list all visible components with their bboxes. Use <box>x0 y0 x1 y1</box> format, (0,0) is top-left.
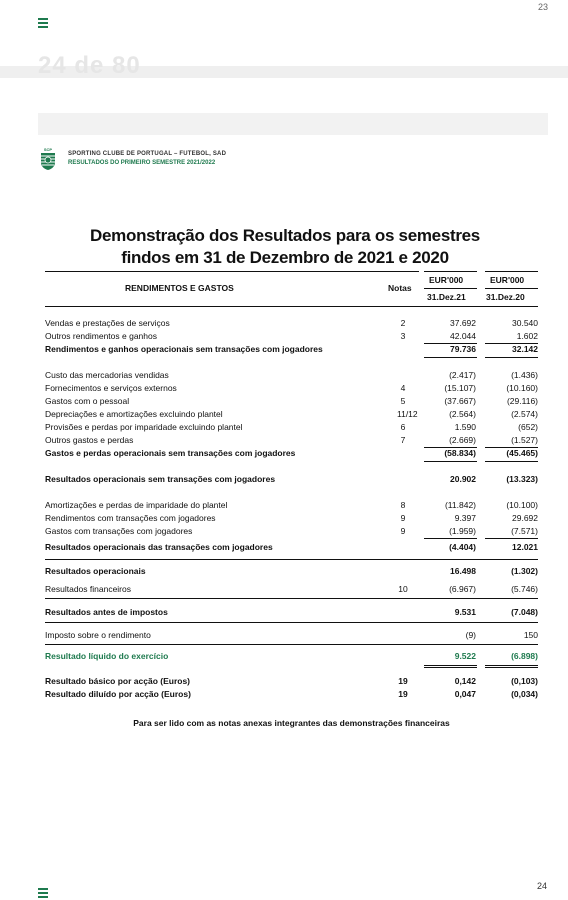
table-row <box>45 526 538 538</box>
row-value-2020: (10.100) <box>506 500 538 510</box>
eps-row <box>45 676 538 688</box>
row-value-2021: (4.404) <box>449 542 476 552</box>
total-rule <box>485 665 538 666</box>
menu-icon-bottom[interactable] <box>38 888 48 900</box>
top-page-number: 23 <box>537 2 548 12</box>
row-label: Outros gastos e perdas <box>45 435 134 445</box>
header-rule-bottom <box>45 306 538 307</box>
row-label: Gastos com transações com jogadores <box>45 526 193 536</box>
sporting-crest-icon <box>38 147 58 171</box>
header-rule-col2 <box>485 271 538 272</box>
statement-title <box>40 225 530 269</box>
row-label: Fornecimentos e serviços externos <box>45 383 177 393</box>
row-value-2021: (2.417) <box>449 370 476 380</box>
subtotal-row <box>45 448 538 460</box>
table-row <box>45 422 538 434</box>
unit-rule-col1 <box>424 288 477 289</box>
ghost-page-indicator: 24 de 80 <box>38 52 141 79</box>
company-name: SPORTING CLUBE DE PORTUGAL – FUTEBOL, SAD <box>68 151 227 157</box>
title-line-1: Demonstração dos Resultados para os semestres <box>90 226 480 245</box>
row-value-2020: 12.021 <box>512 542 538 552</box>
row-label: Resultados operacionais sem transações com jogadores <box>45 474 276 484</box>
document-header <box>38 147 226 171</box>
row-value-2021: 9.522 <box>454 651 476 661</box>
subtotal-row <box>45 607 538 619</box>
row-value-2020: (2.574) <box>511 409 538 419</box>
row-label: Provisões e perdas por imparidade excluindo plantel <box>45 422 243 432</box>
subtotal-row <box>45 566 538 578</box>
row-label: Custo das mercadorias vendidas <box>45 370 169 380</box>
table-row <box>45 513 538 525</box>
col-header-notes: Notas <box>388 283 412 293</box>
col2-unit: EUR'000 <box>490 275 525 285</box>
row-note: 10 <box>398 584 408 594</box>
row-value-2021: 0,142 <box>454 676 476 686</box>
subtotal-rule <box>485 461 538 462</box>
row-value-2021: (37.667) <box>444 396 476 406</box>
page-top-band <box>38 113 548 135</box>
row-value-2020: (13.323) <box>506 474 538 484</box>
total-rule <box>424 667 477 668</box>
row-label: Outros rendimentos e ganhos <box>45 331 157 341</box>
row-note: 19 <box>398 689 408 699</box>
table-row <box>45 318 538 330</box>
row-value-2020: (7.571) <box>511 526 538 536</box>
header-rule-left <box>45 271 419 272</box>
col-header-label: RENDIMENTOS E GASTOS <box>125 283 234 293</box>
row-value-2021: (6.967) <box>449 584 476 594</box>
table-row <box>45 409 538 421</box>
row-label: Amortizações e perdas de imparidade do plantel <box>45 500 228 510</box>
row-value-2021: (15.107) <box>444 383 476 393</box>
row-label: Depreciações e amortizações excluindo plantel <box>45 409 223 419</box>
row-note: 5 <box>400 396 406 406</box>
row-value-2020: 30.540 <box>512 318 538 328</box>
row-value-2020: (652) <box>518 422 538 432</box>
row-value-2020: (45.465) <box>506 448 538 458</box>
net-result-row <box>45 651 538 663</box>
row-value-2020: (5.746) <box>511 584 538 594</box>
row-value-2021: (1.959) <box>449 526 476 536</box>
total-rule <box>424 665 477 666</box>
row-value-2020: 150 <box>523 630 538 640</box>
table-row <box>45 370 538 382</box>
table-row <box>45 500 538 512</box>
row-label: Imposto sobre o rendimento <box>45 630 151 640</box>
section-rule <box>45 644 538 645</box>
section-rule <box>45 622 538 623</box>
row-value-2021: 1.590 <box>454 422 476 432</box>
row-value-2021: 9.531 <box>454 607 476 617</box>
row-value-2020: (10.160) <box>506 383 538 393</box>
row-value-2021: 20.902 <box>450 474 476 484</box>
row-value-2020: 32.142 <box>512 344 538 354</box>
subtotal-rule <box>485 538 538 539</box>
row-value-2020: (0,103) <box>511 676 538 686</box>
subtotal-rule <box>424 461 477 462</box>
row-value-2021: 9.397 <box>454 513 476 523</box>
table-row <box>45 630 538 642</box>
row-value-2021: (2.669) <box>449 435 476 445</box>
eps-row <box>45 689 538 701</box>
row-value-2020: (1.436) <box>511 370 538 380</box>
row-value-2021: 16.498 <box>450 566 476 576</box>
total-rule <box>485 667 538 668</box>
row-label: Rendimentos com transações com jogadores <box>45 513 216 523</box>
row-value-2021: 37.692 <box>450 318 476 328</box>
row-value-2021: (58.834) <box>444 448 476 458</box>
table-row <box>45 584 538 596</box>
row-value-2020: 1.602 <box>516 331 538 341</box>
subtotal-rule <box>424 357 477 358</box>
row-value-2020: (1.302) <box>511 566 538 576</box>
row-note: 4 <box>400 383 406 393</box>
row-value-2020: (0,034) <box>511 689 538 699</box>
row-note: 11/12 <box>397 409 418 419</box>
row-value-2021: 79.736 <box>450 344 476 354</box>
row-label: Resultado líquido do exercício <box>45 651 169 661</box>
row-value-2020: (29.116) <box>506 396 538 406</box>
row-value-2021: 42.044 <box>450 331 476 341</box>
row-value-2020: (6.898) <box>511 651 538 661</box>
row-note: 2 <box>400 318 406 328</box>
row-label: Resultados operacionais das transações com jogadores <box>45 542 273 552</box>
row-value-2021: (9) <box>465 630 476 640</box>
row-value-2020: (7.048) <box>511 607 538 617</box>
subtotal-row <box>45 542 538 554</box>
row-note: 9 <box>400 513 406 523</box>
header-rule-col1 <box>424 271 477 272</box>
col1-unit: EUR'000 <box>429 275 464 285</box>
table-row <box>45 331 538 343</box>
row-label: Rendimentos e ganhos operacionais sem transações com jogadores <box>45 344 323 354</box>
table-row <box>45 396 538 408</box>
row-note: 8 <box>400 500 406 510</box>
subtotal-rule <box>485 357 538 358</box>
row-label: Gastos e perdas operacionais sem transações com jogadores <box>45 448 296 458</box>
row-value-2021: (11.842) <box>444 500 476 510</box>
row-note: 9 <box>400 526 406 536</box>
row-label: Vendas e prestações de serviços <box>45 318 170 328</box>
title-line-2: findos em 31 de Dezembro de 2021 e 2020 <box>121 248 449 267</box>
row-value-2021: 0,047 <box>454 689 476 699</box>
menu-icon[interactable] <box>38 18 48 30</box>
table-row <box>45 435 538 447</box>
row-label: Resultados operacionais <box>45 566 146 576</box>
row-label: Resultados financeiros <box>45 584 131 594</box>
row-label: Resultados antes de impostos <box>45 607 168 617</box>
footer-note: Para ser lido com as notas anexas integrantes das demonstrações financeiras <box>133 718 450 728</box>
col2-date: 31.Dez.20 <box>486 292 525 302</box>
row-label: Resultado básico por acção (Euros) <box>45 676 191 686</box>
page-number: 24 <box>536 881 547 891</box>
subtotal-row <box>45 474 538 486</box>
subtotal-row <box>45 344 538 356</box>
row-value-2021: (2.564) <box>449 409 476 419</box>
row-label: Gastos com o pessoal <box>45 396 130 406</box>
unit-rule-col2 <box>485 288 538 289</box>
table-row <box>45 383 538 395</box>
row-label: Resultado diluído por acção (Euros) <box>45 689 191 699</box>
row-note: 19 <box>398 676 408 686</box>
row-value-2020: 29.692 <box>512 513 538 523</box>
row-note: 3 <box>400 331 406 341</box>
section-rule <box>45 559 538 560</box>
col1-date: 31.Dez.21 <box>427 292 466 302</box>
report-subtitle: RESULTADOS DO PRIMEIRO SEMESTRE 2021/2022 <box>68 160 216 166</box>
crest-text: SCP <box>43 147 53 152</box>
row-note: 7 <box>400 435 406 445</box>
section-rule <box>45 598 538 599</box>
row-value-2020: (1.527) <box>511 435 538 445</box>
subtotal-rule <box>424 538 477 539</box>
row-note: 6 <box>400 422 406 432</box>
